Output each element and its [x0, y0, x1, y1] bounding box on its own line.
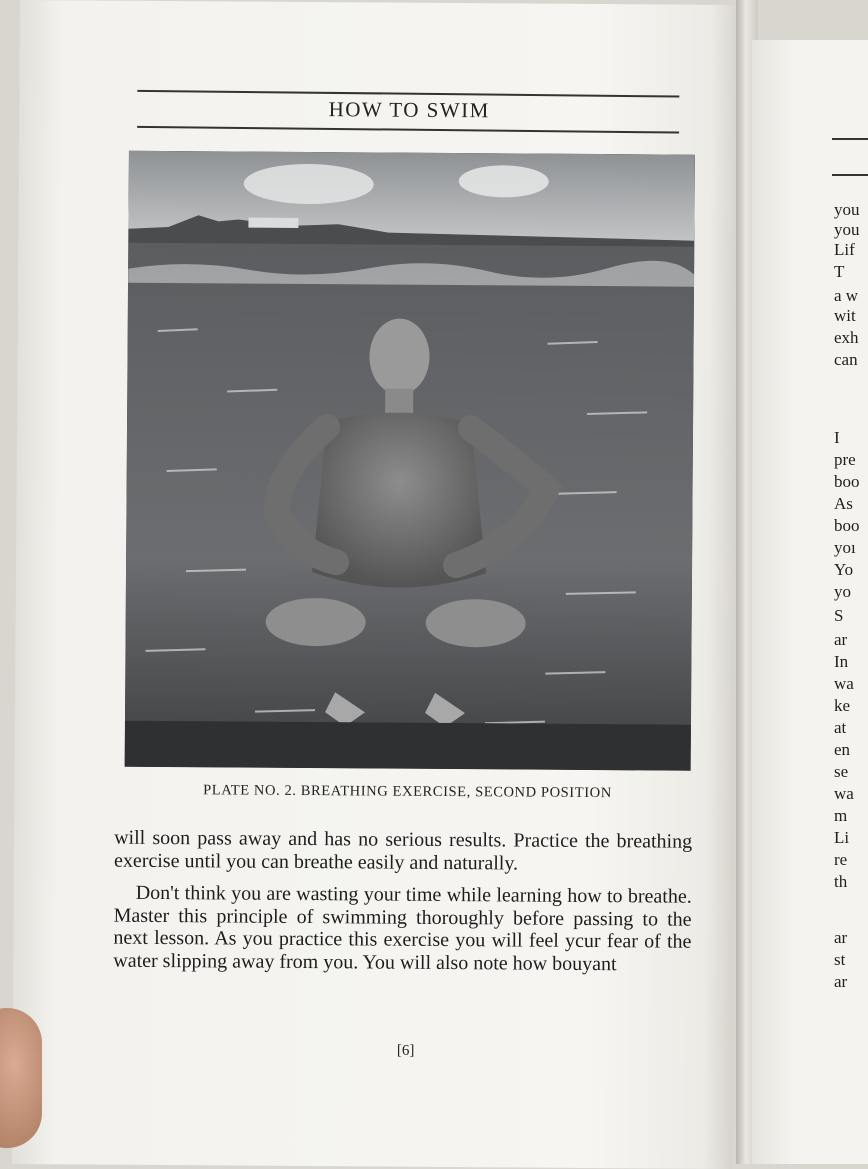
facing-line: ar [834, 972, 848, 991]
running-head: HOW TO SWIM [328, 97, 490, 123]
facing-page [752, 40, 868, 1164]
facing-line: exh [834, 328, 859, 347]
plate-photograph [125, 151, 695, 771]
facing-line: wa [834, 674, 854, 693]
facing-line: Lif [834, 240, 855, 259]
facing-line: pre [834, 450, 856, 469]
facing-line: ke [834, 696, 851, 715]
facing-line: m [834, 806, 848, 825]
header-rule-bottom [137, 126, 679, 133]
facing-line: you [834, 220, 860, 239]
facing-line: ar [834, 928, 848, 947]
sea-floor [125, 721, 691, 771]
facing-line: re [834, 850, 848, 869]
paragraph-2: Don't think you are wasting your time while learning how to breathe. Master this principle of swimming thoroughly before passing to the next lesson. As you practice this exercise you will feel ycur fear of the water slipping away from you. You will also note how bouyant [113, 881, 692, 975]
swimmer-head [369, 318, 430, 394]
facing-line: Yo [834, 560, 854, 579]
thumb [0, 1008, 42, 1148]
facing-line: wa [834, 784, 854, 803]
facing-line: S [834, 606, 844, 625]
facing-rule-bottom [832, 174, 868, 176]
facing-line: T [834, 262, 845, 281]
facing-line: en [834, 740, 851, 759]
paragraph-1: will soon pass away and has no serious results. Practice the breathing exercise until you can breathe easily and naturally. [113, 826, 693, 874]
facing-line: st [834, 950, 846, 969]
distant-building [248, 218, 298, 228]
facing-line: th [834, 872, 848, 891]
plate-caption: PLATE NO. 2. BREATHING EXERCISE, SECOND POSITION [203, 782, 612, 802]
facing-line: at [834, 718, 847, 737]
facing-line: se [834, 762, 849, 781]
page-number: [6] [396, 1042, 415, 1059]
facing-line: yoı [834, 538, 856, 557]
swimmer-neck [385, 389, 413, 415]
facing-line: As [834, 494, 853, 513]
facing-line: ar [834, 630, 848, 649]
facing-line: you [834, 200, 860, 219]
facing-line: a w [834, 286, 859, 305]
facing-line: yo [834, 582, 851, 601]
facing-line: boo [834, 472, 860, 491]
body-text [113, 827, 692, 986]
facing-line: Li [834, 828, 850, 847]
facing-line: In [834, 652, 849, 671]
facing-rule-top [832, 138, 868, 140]
facing-line: wit [834, 306, 856, 325]
facing-line: I [834, 428, 840, 447]
facing-line: boo [834, 516, 860, 535]
facing-line: can [834, 350, 858, 369]
left-page [12, 0, 740, 1169]
